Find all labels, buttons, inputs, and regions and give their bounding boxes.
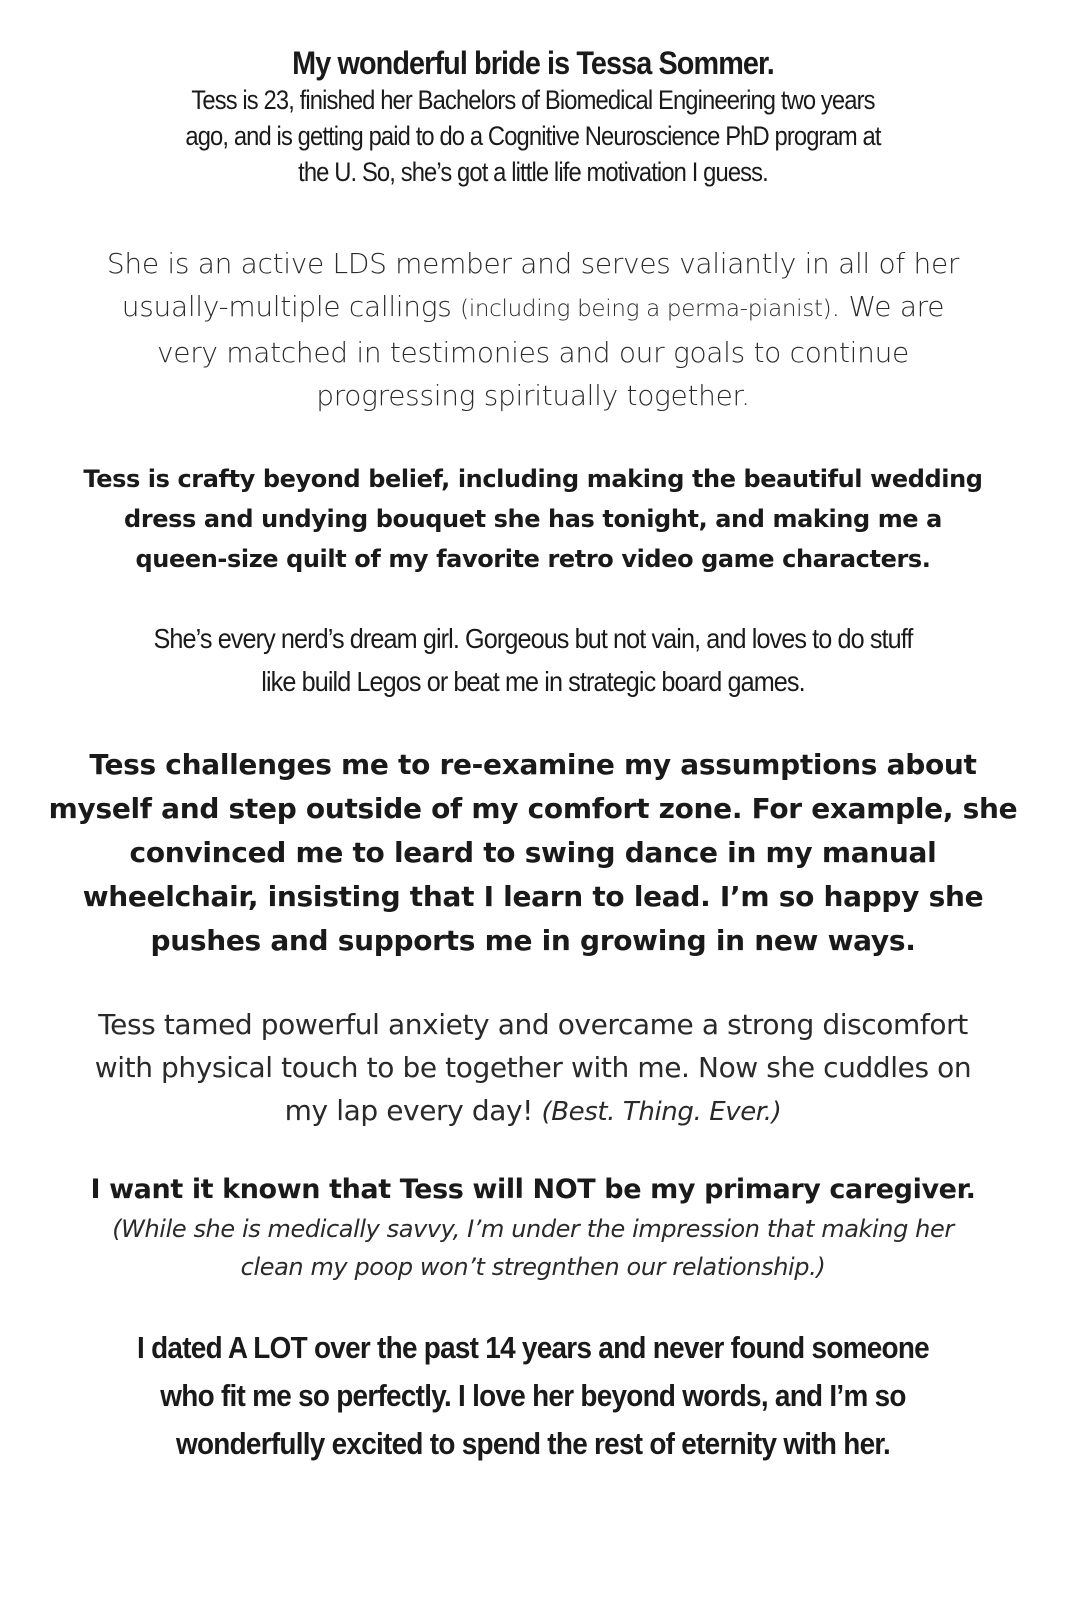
text-line: who fit me so perfectly. I love her beyond words, and I’m so [160, 1378, 906, 1413]
caregiver-note [30, 1210, 1036, 1286]
intro-block [30, 44, 1036, 190]
italic-aside: (Best. Thing. Ever.) [541, 1097, 782, 1127]
faith-paragraph [30, 242, 1036, 417]
caregiver-block [30, 1170, 1036, 1286]
text-line: dress and undying bouquet she has tonight, and making me a [124, 505, 942, 533]
text-fragment: . We are [831, 290, 945, 323]
text-line: convinced me to leard to swing dance in my manual [129, 836, 937, 869]
text-line: the U. So, she’s got a little life motivation I guess. [298, 157, 768, 187]
text-line: very matched in testimonies and our goals to continue [157, 336, 909, 369]
text-line: (While she is medically savvy, I’m under the impression that making her [112, 1215, 954, 1243]
text-line: clean my poop won’t stregnthen our relationship.) [240, 1253, 826, 1281]
text-line: myself and step outside of my comfort zone. For example, she [48, 792, 1018, 825]
text-line: like build Legos or beat me in strategic board games. [261, 666, 805, 697]
text-line [30, 1089, 1036, 1134]
closing-paragraph [30, 1324, 1036, 1468]
text-line: Tess is crafty beyond belief, including making the beautiful wedding [83, 465, 983, 493]
challenge-paragraph [30, 743, 1036, 963]
text-fragment: usually-multiple callings [121, 290, 461, 323]
text-line: queen-size quilt of my favorite retro video game characters. [135, 545, 931, 573]
text-line: with physical touch to be together with me. Now she cuddles on [94, 1051, 972, 1084]
caregiver-statement: I want it known that Tess will NOT be my primary caregiver. [90, 1174, 976, 1205]
text-line: wheelchair, insisting that I learn to lead. I’m so happy she [82, 880, 984, 913]
text-line: pushes and supports me in growing in new ways. [150, 924, 916, 957]
text-line: ago, and is getting paid to do a Cognitive Neuroscience PhD program at [185, 121, 881, 151]
anxiety-paragraph [30, 1003, 1036, 1134]
text-line: She is an active LDS member and serves valiantly in all of her [106, 247, 960, 280]
text-line [30, 285, 1036, 331]
page-title: My wonderful bride is Tessa Sommer. [292, 45, 774, 81]
text-line: Tess challenges me to re-examine my assumptions about [89, 748, 977, 781]
intro-paragraph [90, 82, 975, 190]
text-line: I dated A LOT over the past 14 years and never found someone [137, 1330, 929, 1365]
text-line: progressing spiritually together. [316, 379, 750, 412]
nerd-paragraph [30, 617, 1036, 703]
text-line: Tess tamed powerful anxiety and overcame a strong discomfort [98, 1008, 968, 1041]
crafty-paragraph [30, 459, 1036, 579]
text-line: wonderfully excited to spend the rest of eternity with her. [175, 1426, 891, 1461]
parenthetical-note: (including being a perma-pianist) [460, 296, 832, 322]
text-line: Tess is 23, finished her Bachelors of Biomedical Engineering two years [191, 85, 875, 115]
text-line: She’s every nerd’s dream girl. Gorgeous but not vain, and loves to do stuff [153, 623, 913, 654]
text-fragment: my lap every day! [284, 1094, 542, 1127]
